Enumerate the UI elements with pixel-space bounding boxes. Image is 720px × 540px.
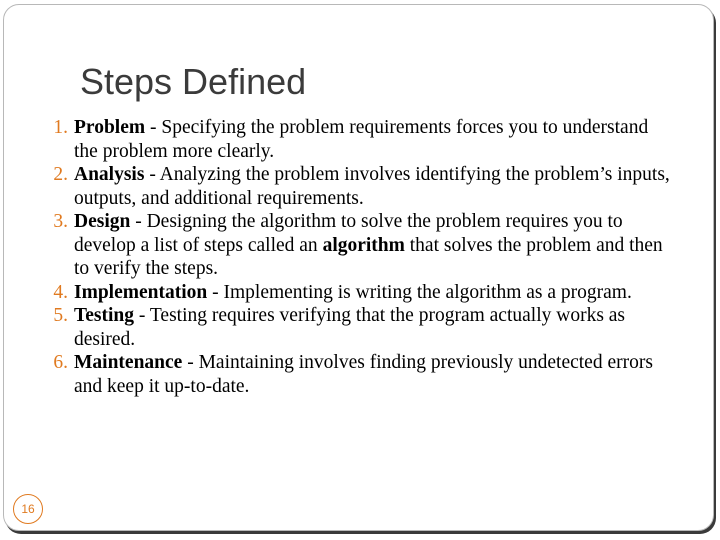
step-description: - Designing the algorithm to solve the problem requires you to develop a list of steps called an (74, 211, 623, 256)
step-number: 1. (53, 117, 68, 138)
step-description-continued: that solves the problem and then to verify the steps. (74, 234, 663, 279)
step-term: Design (74, 211, 131, 232)
step-number: 5. (53, 305, 68, 326)
step-item-design (0, 210, 700, 281)
step-number: 6. (53, 352, 68, 373)
step-item-maintenance (0, 351, 700, 398)
step-description: - Implementing is writing the algorithm as a program. (207, 281, 632, 303)
step-item-implementation (0, 281, 700, 305)
step-item-analysis (0, 163, 700, 210)
slide-title: Steps Defined (80, 61, 307, 102)
step-item-problem (0, 116, 700, 163)
step-description: - Maintaining involves finding previously undetected errors and keep it up-to-date. (74, 352, 653, 397)
step-term: Analysis (74, 164, 145, 185)
step-term: Implementation (74, 281, 208, 303)
step-description: - Specifying the problem requirements forces you to understand the problem more clearly. (74, 117, 649, 162)
step-keyword: algorithm (322, 234, 405, 256)
step-number: 3. (53, 211, 68, 232)
step-term: Testing (74, 305, 134, 326)
step-number: 4. (53, 281, 68, 303)
step-item-testing (0, 304, 700, 351)
step-description: - Testing requires verifying that the program actually works as desired. (74, 305, 626, 350)
steps-list (0, 116, 700, 398)
step-number: 2. (53, 164, 68, 185)
step-term: Maintenance (74, 352, 183, 373)
step-description: - Analyzing the problem involves identifying the problem’s inputs, outputs, and additional requirements. (74, 164, 670, 209)
page-number-badge: 16 (13, 494, 43, 524)
step-term: Problem (74, 117, 146, 138)
